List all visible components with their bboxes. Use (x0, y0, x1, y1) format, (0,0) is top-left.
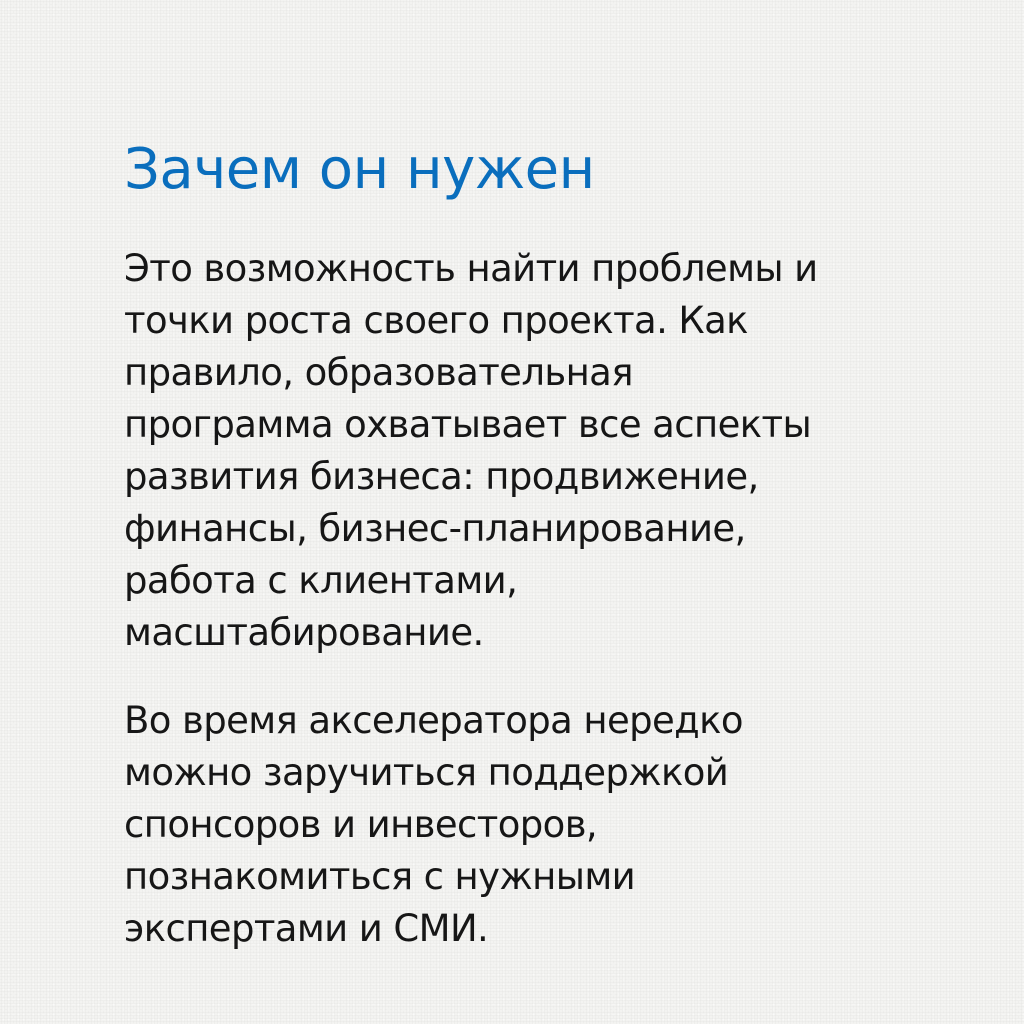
text-line: экспертами и СМИ. (124, 907, 489, 950)
text-line: развития бизнеса: продвижение, (124, 455, 759, 498)
text-line: можно заручиться поддержкой (124, 751, 729, 794)
text-line: масштабирование. (124, 611, 484, 654)
text-line: точки роста своего проекта. Как (124, 299, 748, 342)
text-line: финансы, бизнес-планирование, (124, 507, 746, 550)
text-line: Во время акселератора нередко (124, 699, 743, 742)
page-title: Зачем он нужен (124, 137, 595, 202)
text-line: работа с клиентами, (124, 559, 518, 602)
content-card (124, 132, 914, 955)
paragraph-benefits (124, 695, 914, 955)
text-line: программа охватывает все аспекты (124, 403, 812, 446)
text-line: Это возможность найти проблемы и (124, 247, 818, 290)
text-line: познакомиться с нужными (124, 855, 636, 898)
paragraph-purpose (124, 243, 914, 659)
text-line: спонсоров и инвесторов, (124, 803, 598, 846)
text-line: правило, образовательная (124, 351, 633, 394)
